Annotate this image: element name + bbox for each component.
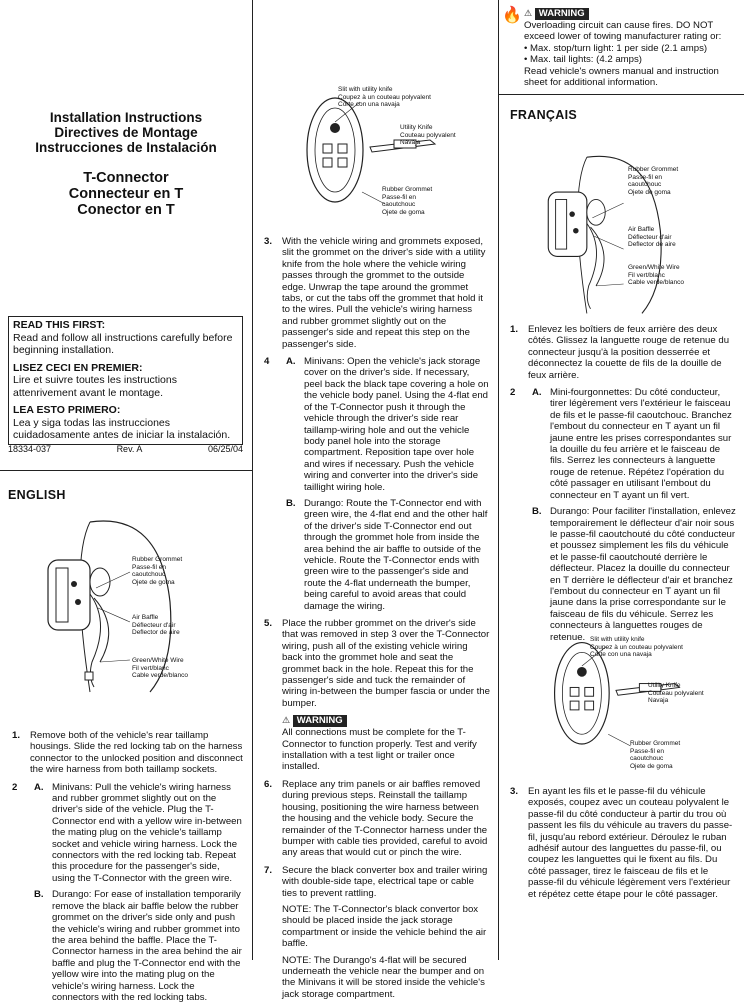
read-first-text-es: Lea y siga todas las instrucciones cuidadosamente antes de iniciar la instalación. xyxy=(13,416,231,441)
fr-step-2: 2 A. Mini-fourgonnettes: Du côté conducteur, tirer légèrement vers l'extérieur le faisceau de fils et le passe-fil caoutchouc. Branchez l'embout du connecteur en T ayant un fil jaune entre les prises correspondantes sur la douille du feu arrière et le faisceau de fils. Serrez les connecteurs à languette rouge de retenue. Répétez l'opération du côté passager en utilisant l'embout du connecteur en T ayant un fil vert. B. Durango: Pour faciliter l'installation, enlevez temporairement le déflecteur d'air noir sous le passe-fil caoutchouté du côté conducteur et poussez simplement les fils du véhicule et le passe-fil caoutchouté derrière le déflecteur. Placez la douille du connecteur en T derrière le déflecteur d'air et branchez l'embout du connecteur en T ayant un fil jaune dans la prise correspondante sur le faisceau de fils du véhicule. Serrez les connecteurs à languettes rouges de retenue. xyxy=(510,387,736,643)
column-divider-left xyxy=(252,0,253,960)
en-step-7: 7. Secure the black converter box and trailer wiring with double-side tape, electrical tape or cable ties to prevent rattling. NOTE: The T-Connector's black convertor box should be placed inside the jack storage compartment or inside the vehicle behind the air baffle. NOTE: The Durango's 4-flat will be secured underneath the vehicle near the bumper and on the Minivans it will be stored inside the vehicle's jack storage compartment. xyxy=(264,865,490,1000)
d1-air-baffle: Air Baffle Déflecteur d'air Deflector de aire xyxy=(132,614,180,636)
product-en: T-Connector xyxy=(83,170,169,186)
en-warning-1: ⚠ WARNING All connections must be complete for the T-Connector to function properly. Test and verify installation with a test light or trailer once installed. xyxy=(282,715,477,773)
en-note-1: NOTE: The T-Connector's black convertor box should be placed inside the jack storage compartment or inside the vehicle behind the air baffle. xyxy=(282,903,487,950)
read-first-heading-fr: LISEZ CECI EN PREMIER: xyxy=(13,361,143,374)
warning-label-1: WARNING xyxy=(293,715,347,727)
revision: Rev. A xyxy=(116,444,143,454)
en-step-4a: A. Minivans: Open the vehicle's jack storage cover on the driver's side. If necessary, peel back the black tape covering a hole on the vehicle body panel. Using the 4-flat end of the T-Connector push it through the vehicle through the driver's side rear taillamp-wiring hole and out the vehicle body panel hole into the storage compartment. Reposition tape over hole and wires if necessary. Push the vehicle wiring and converter into the driver's side taillight wiring hole. xyxy=(286,356,489,493)
en-step-2: 2 A. Minivans: Pull the vehicle's wiring harness and rubber grommet slightly out on the driver's side of the vehicle. Plug the T-Connector end with a yellow wire in-between the mating plug on the vehicle's taillamp socket and vehicle wiring harness. Lock the connectors with the red locking tab. Repeat this procedure for the passenger's side, using the T-Connector with the green wire. B. Durango: For ease of installation temporarily remove the black air baffle below the rubber grommet on the driver's side only and push the vehicle's wiring and rubber grommet into the area behind the baffle. Place the T-Connector harness in the area behind the air baffle and plug the T-Connector end with the yellow wire into the mating plug on the vehicle's wiring harness. Lock the connectors with the red locking tabs. xyxy=(12,782,244,1004)
en-step-4: 4 A. Minivans: Open the vehicle's jack storage cover on the driver's side. If necessary, peel back the black tape covering a hole on the vehicle body panel. Using the 4-flat end of the T-Connector push it through the vehicle through the driver's side rear taillamp-wiring hole and out the vehicle body panel hole into the storage compartment. Reposition tape over hole and wires if necessary. Push the vehicle wiring and converter into the driver's side taillight wiring hole. B. Durango: Route the T-Connector end with green wire, the 4-flat end and the other half of the driver's side T-Connector end out through the grommet hole from inside the area behind the air baffle to outside of the vehicle. Route the T-Connector ends with green wire to the passenger's side and route the 4-flat underneath the bumper, being careful to avoid areas that could damage the wiring. xyxy=(264,356,489,612)
title-block xyxy=(8,110,244,155)
section-francais: FRANÇAIS xyxy=(510,108,577,122)
rule-right xyxy=(498,94,744,95)
rule-left xyxy=(0,470,252,471)
d4-slit-label: Slit with utility knife Coupez à un couteau polyvalent Corte con una navaja xyxy=(590,636,683,658)
d2-slit-label: Slit with utility knife Coupez à un couteau polyvalent Corte con una navaja xyxy=(338,86,431,108)
d3-air-baffle: Air Baffle Déflecteur d'air Deflector de aire xyxy=(628,226,676,248)
part-info xyxy=(8,444,243,454)
fire-warning: 🔥 ⚠ WARNING Overloading circuit can cause fires. DO NOT exceed lower of towing manufacturer rating or: • Max. stop/turn light: 1 per side (2.1 amps) • Max. tail lights: (4.2 amps) Read vehicle's owners manual and instruction sheet for additional information. xyxy=(502,7,722,89)
fr-step-1: 1. Enlevez les boîtiers de feux arrière des deux côtés. Glissez la languette rouge de retenue du connecteur jusqu'à la position desserrée et déconnectez la couette de fils de la douille de feux arrière. xyxy=(510,324,730,381)
column-divider-right xyxy=(498,0,499,960)
product-block xyxy=(8,170,244,218)
d4-knife-label: Utility Knife Couteau polyvalent Navaja xyxy=(648,682,704,704)
product-fr: Connecteur en T xyxy=(68,186,184,202)
d1-green-wire: Green/White Wire Fil vert/blanc Cable verde/blanco xyxy=(132,657,189,679)
d4-grommet-label: Rubber Grommet Passe-fil en caoutchouc Ojete de goma xyxy=(630,740,681,770)
english-steps-middle-top xyxy=(264,236,490,1006)
french-step-3-block xyxy=(510,786,736,906)
d2-grommet-label: Rubber Grommet Passe-fil en caoutchouc Ojete de goma xyxy=(382,186,433,216)
en-step-4b: B. Durango: Route the T-Connector end with green wire, the 4-flat end and the other half of the driver's side T-Connector end out through the grommet hole from inside the area behind the air baffle to outside of the vehicle. Route the T-Connector ends with green wire to the passenger's side and route the 4-flat underneath the bumper, being careful to avoid areas that could damage the wiring. xyxy=(286,497,488,612)
read-first-text-en: Read and follow all instructions carefully before beginning installation. xyxy=(13,331,233,356)
d1-rubber-grommet: Rubber Grommet Passe-fil en caoutchouc Ojete de goma xyxy=(132,556,183,586)
french-steps xyxy=(510,324,736,649)
read-first-heading-es: LEA ESTO PRIMERO: xyxy=(13,404,121,416)
d2-knife-label: Utility Knife Couteau polyvalent Navaja xyxy=(400,124,456,146)
d3-green-wire: Green/White Wire Fil vert/blanc Cable verde/blanco xyxy=(628,264,685,286)
read-first-text-fr: Lire et suivre toutes les instructions attenrivement avant le montage. xyxy=(13,374,177,399)
en-step-2b: B. Durango: For ease of installation temporarily remove the black air baffle below the rubber grommet on the driver's side only and push the vehicle's wiring and rubber grommet into the area behind the baffle. Place the T-Connector harness in the area behind the air baffle and plug the T-Connector end with the yellow wire into the mating plug on the vehicle's wiring harness. Lock the connectors with the red locking tabs. xyxy=(34,889,242,1003)
read-first-box xyxy=(8,316,243,445)
d3-rubber-grommet: Rubber Grommet Passe-fil en caoutchouc Ojete de goma xyxy=(628,166,679,196)
fr-step-3: 3. En ayant les fils et le passe-fil du véhicule exposés, coupez avec un couteau polyvalent le passe-fil du côté conducteur à partir du trou où passent les fils du véhicule au travers du passe-fil, jusqu'au rebord extérieur. Déroulez le ruban adhésif autour des languettes du passe-fil, ou coupez les languettes qui le fixent au fils. Du côté passager, tirez le faisceau de fils et le passe-fil du véhicule légèrement vers l'extérieur et répétez cette étape pour le côté passager. xyxy=(510,786,733,900)
en-step-2a: A. Minivans: Pull the vehicle's wiring harness and rubber grommet slightly out on the driver's side of the vehicle. Plug the T-Connector end with a yellow wire in-between the mating plug on the vehicle's taillamp socket and vehicle wiring harness. Lock the connectors with the red locking tab. Repeat this procedure for the passenger's side, using the T-Connector with the green wire. xyxy=(34,781,242,884)
date: 06/25/04 xyxy=(207,444,243,454)
en-note-2: NOTE: The Durango's 4-flat will be secured underneath the vehicle near the bumper and on the Minivans it will be stored inside the vehicle's jack storage compartment. xyxy=(282,954,485,1000)
product-es: Conector en T xyxy=(77,202,175,218)
read-first-heading-en: READ THIS FIRST: xyxy=(13,319,106,331)
flame-icon: 🔥 xyxy=(502,7,522,24)
title-es: Instrucciones de Instalación xyxy=(35,140,217,155)
title-en: Installation Instructions xyxy=(49,110,203,125)
en-step-5: 5. Place the rubber grommet on the driver's side that was removed in step 3 over the T-Connector wiring, push all of the existing vehicle wiring back into the grommet hole and seat the grommet back in the hole. Repeat this for the passenger's side and tuck the remainder of wiring in-between the bumper fascia or under the bumper. xyxy=(264,618,490,709)
title-fr: Directives de Montage xyxy=(54,125,198,140)
en-step-1: 1. Remove both of the vehicle's rear taillamp housings. Slide the red locking tab on the harness connector to the unlocked position and disconnect the wire harness from both taillamp sockets. xyxy=(12,730,243,776)
part-number: 18334-037 xyxy=(8,444,52,454)
warning-label-2: WARNING xyxy=(535,8,589,20)
en-step-3: 3. With the vehicle wiring and grommets exposed, slit the grommet on the driver's side with a utility knife from the hole where the vehicle wiring passes through the grommet to the outside edge. Unwrap the tape around the grommet tabs, or cut the tabs off the grommet that hold it to the wires. Pull the vehicle's wiring harness and rubber grommet slightly out on the passenger's side and repeat this step on the passenger's side. xyxy=(264,236,486,350)
en-step-6: 6. Replace any trim panels or air baffles removed during previous steps. Reinstall the taillamp housing, positioning the wire harness between the housing and the vehicle body. Secure the remainder of the T-Connector harness under the bumper with cable ties provided, careful to avoid any areas that would cut or pinch the wire. xyxy=(264,778,488,859)
fr-step-2a: A. Mini-fourgonnettes: Du côté conducteur, tirer légèrement vers l'extérieur le faisceau de fils et le passe-fil caoutchouc. Branchez l'embout du connecteur en T ayant un fil jaune entre les prises correspondantes sur la douille du feu arrière et le faisceau de fils. Serrez les connecteurs à languette rouge de retenue. Répétez l'opération du côté passager en utilisant l'embout du connecteur en T ayant un fil vert. xyxy=(532,387,732,501)
fr-step-2b: B. Durango: Pour faciliter l'installation, enlevez temporairement le déflecteur d'air noir sous le passe-fil caoutchouté du côté conducteur et poussez simplement les fils du véhicule et le passe-fil caoutchouté derrière le déflecteur. Placez la douille du connecteur en T derrière le déflecteur d'air et branchez l'embout du connecteur en T ayant un fil jaune dans la prise correspondante sur le faisceau de fils du véhicule. Serrez les connecteurs à languettes rouges de retenue. xyxy=(532,506,736,643)
english-steps-left xyxy=(12,730,244,1003)
section-english: ENGLISH xyxy=(8,488,66,502)
